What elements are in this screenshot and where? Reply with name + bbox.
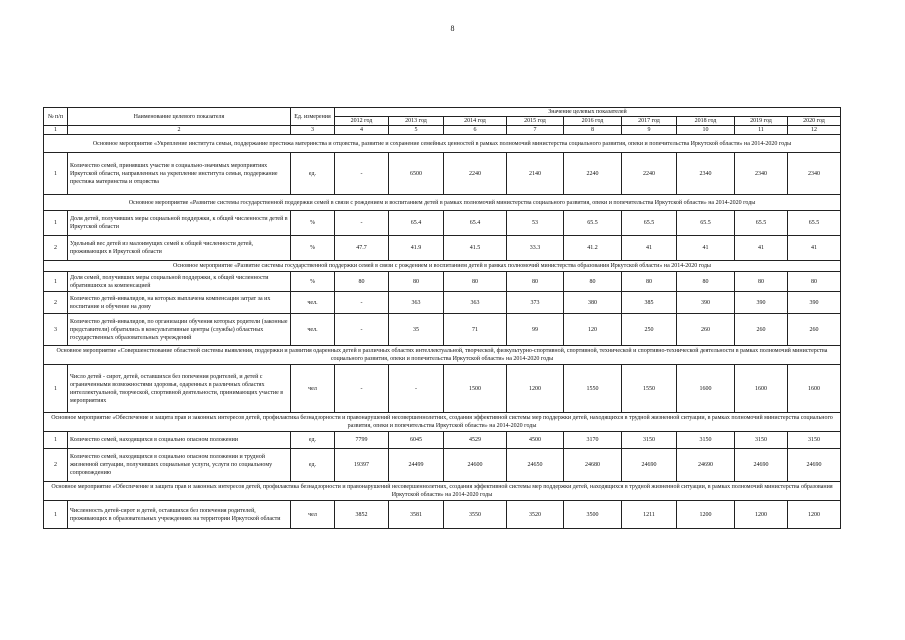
page-number: 8 (450, 24, 455, 33)
value-cell: 80 (335, 272, 389, 292)
value-cell: 80 (507, 272, 564, 292)
indicator-row (44, 272, 841, 292)
unit-cell: % (291, 272, 335, 292)
value-cell: 99 (507, 314, 564, 346)
indicator-name: Количество детей-инвалидов, на которых выплачена компенсация затрат за их воспитание и обучение на дому (68, 292, 291, 314)
value-cell: 41 (788, 236, 841, 261)
value-cell: 390 (677, 292, 735, 314)
value-cell: 41 (622, 236, 677, 261)
value-cell: 41.9 (389, 236, 444, 261)
section-title: Основное мероприятие «Развитие системы государственной поддержки семей в связи с рождением и воспитанием детей в рамках полномочий министерства образования Иркутской области» на 2014-2020 годы (44, 261, 841, 272)
value-cell: 41 (735, 236, 788, 261)
value-cell: 260 (677, 314, 735, 346)
value-cell: 1200 (735, 501, 788, 529)
value-cell: 24650 (507, 449, 564, 482)
row-number: 1 (44, 153, 68, 195)
column-number: 1 (44, 126, 68, 135)
section-header-row (44, 261, 841, 272)
value-cell: 1600 (735, 365, 788, 413)
value-cell: 390 (735, 292, 788, 314)
section-title: Основное мероприятие «Развитие системы государственной поддержки семей в связи с рождением и воспитанием детей в рамках полномочий министерства социального развития, опеки и попечительства Иркутской области» на 2014-2020 годы (44, 195, 841, 211)
value-cell: 2240 (622, 153, 677, 195)
value-cell: - (335, 365, 389, 413)
value-cell: 80 (788, 272, 841, 292)
value-cell: 3170 (564, 432, 622, 449)
indicator-row (44, 292, 841, 314)
unit-cell: ед. (291, 153, 335, 195)
value-cell: 260 (788, 314, 841, 346)
indicator-name: Количество семей, находящихся в социально опасном положении и трудной жизненной ситуации, получивших социальные услуги, услуги по социальному сопровождению (68, 449, 291, 482)
indicator-name: Число детей - сирот, детей, оставшихся без попечения родителей, и детей с ограниченными возможностями здоровья, одаренных в различных областях интеллектуальной, творческой, спортивной деятельности, принимающих участие в мероприятиях (68, 365, 291, 413)
value-cell: 41.5 (444, 236, 507, 261)
column-number: 6 (444, 126, 507, 135)
value-cell: 41 (677, 236, 735, 261)
value-cell: 24690 (622, 449, 677, 482)
value-cell: 3150 (735, 432, 788, 449)
value-cell: 2340 (788, 153, 841, 195)
value-cell: 24499 (389, 449, 444, 482)
value-cell: 47.7 (335, 236, 389, 261)
section-header-row (44, 482, 841, 501)
value-cell: 1211 (622, 501, 677, 529)
value-cell: 4529 (444, 432, 507, 449)
section-title: Основное мероприятие «Обеспечение и защита прав и законных интересов детей, профилактика безнадзорности и правонарушений несовершеннолетних, создания эффективной системы мер поддержки детей, находящихся в трудной жизненной ситуации, в рамках полномочий министерства социального развития, опеки и попечительства Иркутской области» на 2014-2020 годы (44, 413, 841, 432)
value-cell: 6500 (389, 153, 444, 195)
unit-cell: ед. (291, 432, 335, 449)
indicator-row (44, 211, 841, 236)
value-cell: 65.5 (788, 211, 841, 236)
column-number: 12 (788, 126, 841, 135)
section-header-row (44, 413, 841, 432)
value-cell: 71 (444, 314, 507, 346)
column-number: 11 (735, 126, 788, 135)
value-cell: 80 (735, 272, 788, 292)
value-cell: 3150 (677, 432, 735, 449)
value-cell: 1200 (788, 501, 841, 529)
value-cell: - (335, 314, 389, 346)
value-cell: 80 (444, 272, 507, 292)
row-number: 2 (44, 236, 68, 261)
value-cell: 3550 (444, 501, 507, 529)
value-cell: 260 (735, 314, 788, 346)
indicator-row (44, 501, 841, 529)
indicator-row (44, 153, 841, 195)
value-cell: 24690 (788, 449, 841, 482)
value-cell: 65.5 (735, 211, 788, 236)
value-cell: 385 (622, 292, 677, 314)
unit-cell: ед. (291, 449, 335, 482)
header-year: 2015 год (507, 117, 564, 126)
value-cell: 33.3 (507, 236, 564, 261)
value-cell: - (335, 211, 389, 236)
indicator-name: Количество детей-инвалидов, по организации обучения которых родители (законные представители) обратились в консультативные центры (службы) областных государственных образовательных учреждений (68, 314, 291, 346)
value-cell: 24690 (735, 449, 788, 482)
column-number: 5 (389, 126, 444, 135)
value-cell: 380 (564, 292, 622, 314)
value-cell: 250 (622, 314, 677, 346)
value-cell: 1550 (564, 365, 622, 413)
value-cell: 65.4 (389, 211, 444, 236)
row-number: 3 (44, 314, 68, 346)
header-year: 2014 год (444, 117, 507, 126)
column-number: 8 (564, 126, 622, 135)
indicator-name: Количество семей, находящихся в социально опасном положении (68, 432, 291, 449)
value-cell: 24690 (677, 449, 735, 482)
value-cell: - (335, 153, 389, 195)
value-cell: 41.2 (564, 236, 622, 261)
value-cell: 1550 (622, 365, 677, 413)
header-year: 2020 год (788, 117, 841, 126)
value-cell: 80 (677, 272, 735, 292)
value-cell: 53 (507, 211, 564, 236)
indicator-row (44, 236, 841, 261)
header-year: 2012 год (335, 117, 389, 126)
section-header-row (44, 195, 841, 211)
value-cell: 3150 (622, 432, 677, 449)
row-number: 1 (44, 272, 68, 292)
value-cell: 120 (564, 314, 622, 346)
indicator-row (44, 432, 841, 449)
unit-cell: чел. (291, 314, 335, 346)
value-cell: - (335, 292, 389, 314)
section-title: Основное мероприятие «Обеспечение и защита прав и законных интересов детей, профилактика безнадзорности и правонарушений несовершеннолетних, создания эффективной системы мер поддержки детей, находящихся в трудной жизненной ситуации, в рамках полномочий министерства образования Иркутской области» на 2014-2020 годы (44, 482, 841, 501)
value-cell: 3150 (788, 432, 841, 449)
header-year: 2018 год (677, 117, 735, 126)
row-number: 1 (44, 365, 68, 413)
value-cell: 80 (389, 272, 444, 292)
indicator-row (44, 449, 841, 482)
value-cell: 1600 (677, 365, 735, 413)
value-cell: 2340 (677, 153, 735, 195)
value-cell: 1600 (788, 365, 841, 413)
value-cell: 2240 (564, 153, 622, 195)
target-indicators-table (43, 107, 841, 529)
indicator-name: Количество семей, принявших участие в социально-значимых мероприятиях Иркутской области, направленных на укрепление института семьи, поддержание престижа материнства и отцовства (68, 153, 291, 195)
value-cell: 80 (622, 272, 677, 292)
value-cell: 363 (389, 292, 444, 314)
value-cell: 7799 (335, 432, 389, 449)
header-year: 2016 год (564, 117, 622, 126)
indicator-name: Доля семей, получивших меры социальной поддержки, к общей численности обратившихся за компенсацией (68, 272, 291, 292)
unit-cell: % (291, 211, 335, 236)
value-cell: 6045 (389, 432, 444, 449)
value-cell: 1200 (677, 501, 735, 529)
value-cell: 3520 (507, 501, 564, 529)
value-cell: 65.4 (444, 211, 507, 236)
indicator-name: Удельный вес детей из малоимущих семей к общей численности детей, проживающих в Иркутской области (68, 236, 291, 261)
section-title: Основное мероприятие «Совершенствование областной системы выявления, поддержки и развития одаренных детей в различных областях интеллектуальной, творческой, физкультурно-спортивной, спортивной, технической и спортивно-технической деятельности в рамках полномочий министерства социального развития, опеки и попечительства Иркутской области» на 2014-2020 годы (44, 346, 841, 365)
header-name: Наименование целевого показателя (68, 108, 291, 126)
value-cell: - (389, 365, 444, 413)
row-number: 1 (44, 211, 68, 236)
header-values-title: Значение целевых показателей (335, 108, 841, 117)
value-cell: 35 (389, 314, 444, 346)
value-cell: 24680 (564, 449, 622, 482)
value-cell: 65.5 (622, 211, 677, 236)
indicator-name: Численность детей-сирот и детей, оставшихся без попечения родителей, проживающих в образовательных учреждениях на территории Иркутской области (68, 501, 291, 529)
section-header-row (44, 135, 841, 153)
value-cell: 3852 (335, 501, 389, 529)
indicator-row (44, 314, 841, 346)
section-title: Основное мероприятие «Укрепление института семьи, поддержание престижа материнства и отцовства, развитие и сохранение семейных ценностей в рамках полномочий министерства социального развития, опеки и попечительства Иркутской области» на 2014-2020 годы (44, 135, 841, 153)
row-number: 1 (44, 432, 68, 449)
column-number: 3 (291, 126, 335, 135)
header-unit: Ед. измерения (291, 108, 335, 126)
header-year: 2013 год (389, 117, 444, 126)
indicator-row (44, 365, 841, 413)
column-number: 10 (677, 126, 735, 135)
row-number: 2 (44, 292, 68, 314)
value-cell: 19397 (335, 449, 389, 482)
header-num: № п/п (44, 108, 68, 126)
value-cell: 3581 (389, 501, 444, 529)
value-cell: 65.5 (564, 211, 622, 236)
unit-cell: чел (291, 501, 335, 529)
row-number: 1 (44, 501, 68, 529)
column-number: 4 (335, 126, 389, 135)
value-cell: 390 (788, 292, 841, 314)
value-cell: 4500 (507, 432, 564, 449)
unit-cell: % (291, 236, 335, 261)
column-number: 7 (507, 126, 564, 135)
header-year: 2019 год (735, 117, 788, 126)
unit-cell: чел. (291, 292, 335, 314)
header-year: 2017 год (622, 117, 677, 126)
value-cell: 2340 (735, 153, 788, 195)
value-cell: 363 (444, 292, 507, 314)
value-cell: 65.5 (677, 211, 735, 236)
column-number: 2 (68, 126, 291, 135)
value-cell: 3500 (564, 501, 622, 529)
value-cell: 373 (507, 292, 564, 314)
value-cell: 1200 (507, 365, 564, 413)
row-number: 2 (44, 449, 68, 482)
indicator-name: Доля детей, получивших меры социальной поддержки, к общей численности детей в Иркутской области (68, 211, 291, 236)
value-cell: 2240 (444, 153, 507, 195)
value-cell: 1500 (444, 365, 507, 413)
value-cell: 24600 (444, 449, 507, 482)
unit-cell: чел (291, 365, 335, 413)
section-header-row (44, 346, 841, 365)
column-number: 9 (622, 126, 677, 135)
value-cell: 80 (564, 272, 622, 292)
value-cell: 2140 (507, 153, 564, 195)
